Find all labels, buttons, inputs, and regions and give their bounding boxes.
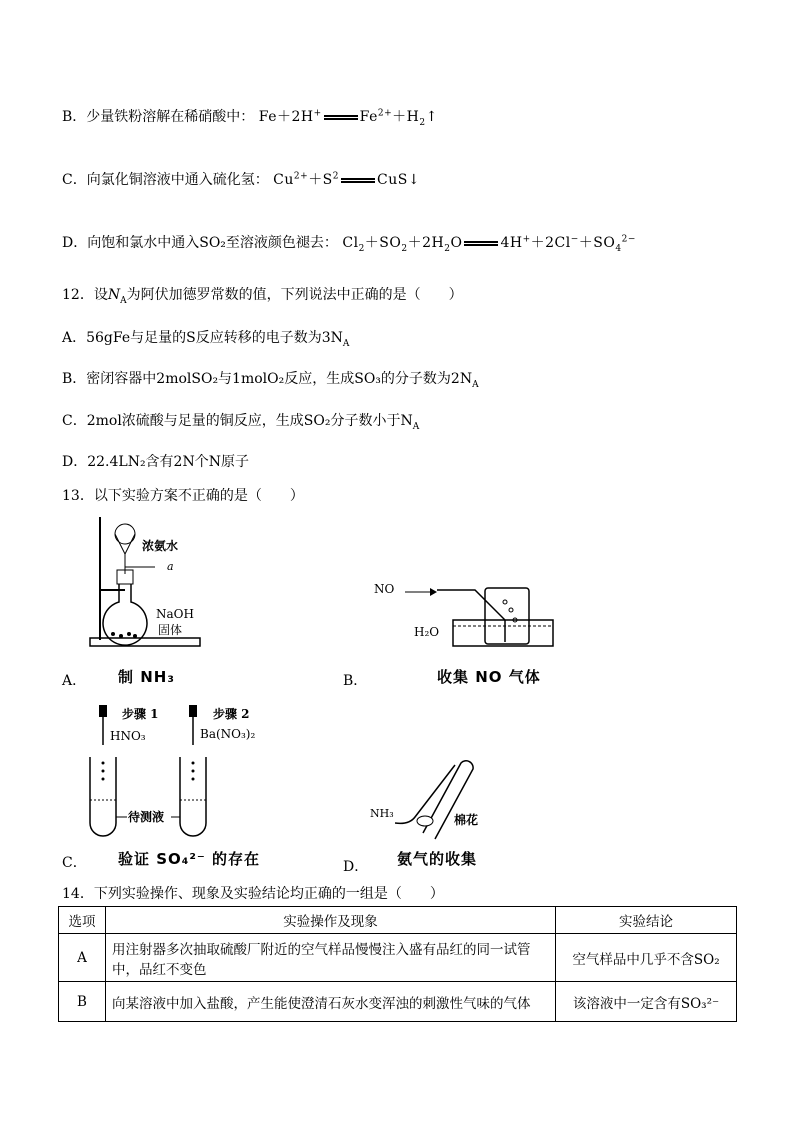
figure-c-reagent2-label: Ba(NO₃)₂ <box>200 727 256 741</box>
q12-option-b: B．密闭容器中2molSO₂与1molO₂反应，生成SO₃的分子数为$2N_A$ <box>62 371 479 390</box>
q11-option-b-label: B．少量铁粉溶解在稀硝酸中： <box>62 109 255 125</box>
q11-option-c-label: C．向氯化铜溶液中通入硫化氢： <box>62 172 269 188</box>
row-a-option: A <box>59 934 106 982</box>
q12-option-a: A．56gFe与足量的S反应转移的电子数为$3N_A$ <box>62 330 350 349</box>
figure-d-caption: 氨气的收集 <box>397 850 478 868</box>
figure-b-water-label: H₂O <box>414 625 440 639</box>
q13-stem: 13．以下实验方案不正确的是（ ） <box>62 488 304 504</box>
figure-a-solid-label-1: NaOH <box>156 607 194 621</box>
row-a-operation: 用注射器多次抽取硫酸厂附近的空气样品慢慢注入盛有品红的同一试管 中，品红不变色 <box>106 934 556 982</box>
q12-option-c: C．2mol浓硫酸与足量的铜反应，生成SO₂分子数小于$N_A$ <box>62 413 420 432</box>
row-b-operation: 向某溶液中加入盐酸，产生能使澄清石灰水变浑浊的刺激性气味的气体 <box>106 982 556 1022</box>
figure-a-caption: 制 NH₃ <box>118 668 175 686</box>
q11-option-b <box>62 107 438 127</box>
header-option: 选项 <box>59 907 106 934</box>
figure-d-cotton-label: 棉花 <box>454 813 479 827</box>
row-a-conclusion: 空气样品中几乎不含SO₂ <box>556 934 737 982</box>
header-conclusion: 实验结论 <box>556 907 737 934</box>
figure-c-liquid-label: 待测液 <box>128 810 165 824</box>
table-row <box>59 934 737 982</box>
figure-c-caption: 验证 SO₄²⁻ 的存在 <box>118 850 261 868</box>
figure-c-letter: C． <box>62 855 87 871</box>
figure-d-gas-label: NH₃ <box>370 807 394 820</box>
figure-d-letter: D． <box>343 859 369 875</box>
figure-a-reagent-label: 浓氨水 <box>142 539 179 553</box>
q11-option-c <box>62 170 420 190</box>
row-b-conclusion: 该溶液中一定含有SO₃²⁻ <box>556 982 737 1022</box>
figure-a-solid-label-2: 固体 <box>158 623 183 637</box>
table-row <box>59 982 737 1022</box>
figure-b-apparatus <box>405 580 555 650</box>
figure-c-step2-label: 步骤 2 <box>213 707 250 721</box>
q12-option-d: D．22.4LN₂含有2N个N原子 <box>62 454 249 470</box>
figure-b-letter: B． <box>343 673 368 689</box>
q11-option-c-equation: $Cu^{2+}+S^2$ CuS↓ <box>273 171 421 188</box>
figure-a-apparatus <box>85 512 205 652</box>
q11-option-b-equation: Fe＋2H+ $Fe^{2+}+H_2↑$ <box>258 108 438 128</box>
figure-b-gas-label: NO <box>374 582 395 596</box>
q11-option-d-equation: $Cl_2+SO_2+2H_2O$ $4H^++2Cl^-+SO_4^{2-}$ <box>342 234 636 254</box>
row-b-option: B <box>59 982 106 1022</box>
q14-table <box>58 906 737 1022</box>
q11-option-d-label: D．向饱和氯水中通入SO₂至溶液颜色褪去： <box>62 235 338 251</box>
figure-a-letter: A． <box>62 673 87 689</box>
q14-stem: 14．下列实验操作、现象及实验结论均正确的一组是（ ） <box>62 886 444 902</box>
q12-stem: 12．设$N_A$为阿伏加德罗常数的值，下列说法中正确的是（ ） <box>62 287 463 306</box>
figure-b-caption: 收集 NO 气体 <box>437 668 541 686</box>
header-operation: 实验操作及现象 <box>106 907 556 934</box>
figure-c-reagent1-label: HNO₃ <box>110 729 146 743</box>
q11-option-d <box>62 233 636 253</box>
table-header-row <box>59 907 737 934</box>
figure-a-port-label: a <box>167 560 174 573</box>
figure-c-step1-label: 步骤 1 <box>122 707 159 721</box>
